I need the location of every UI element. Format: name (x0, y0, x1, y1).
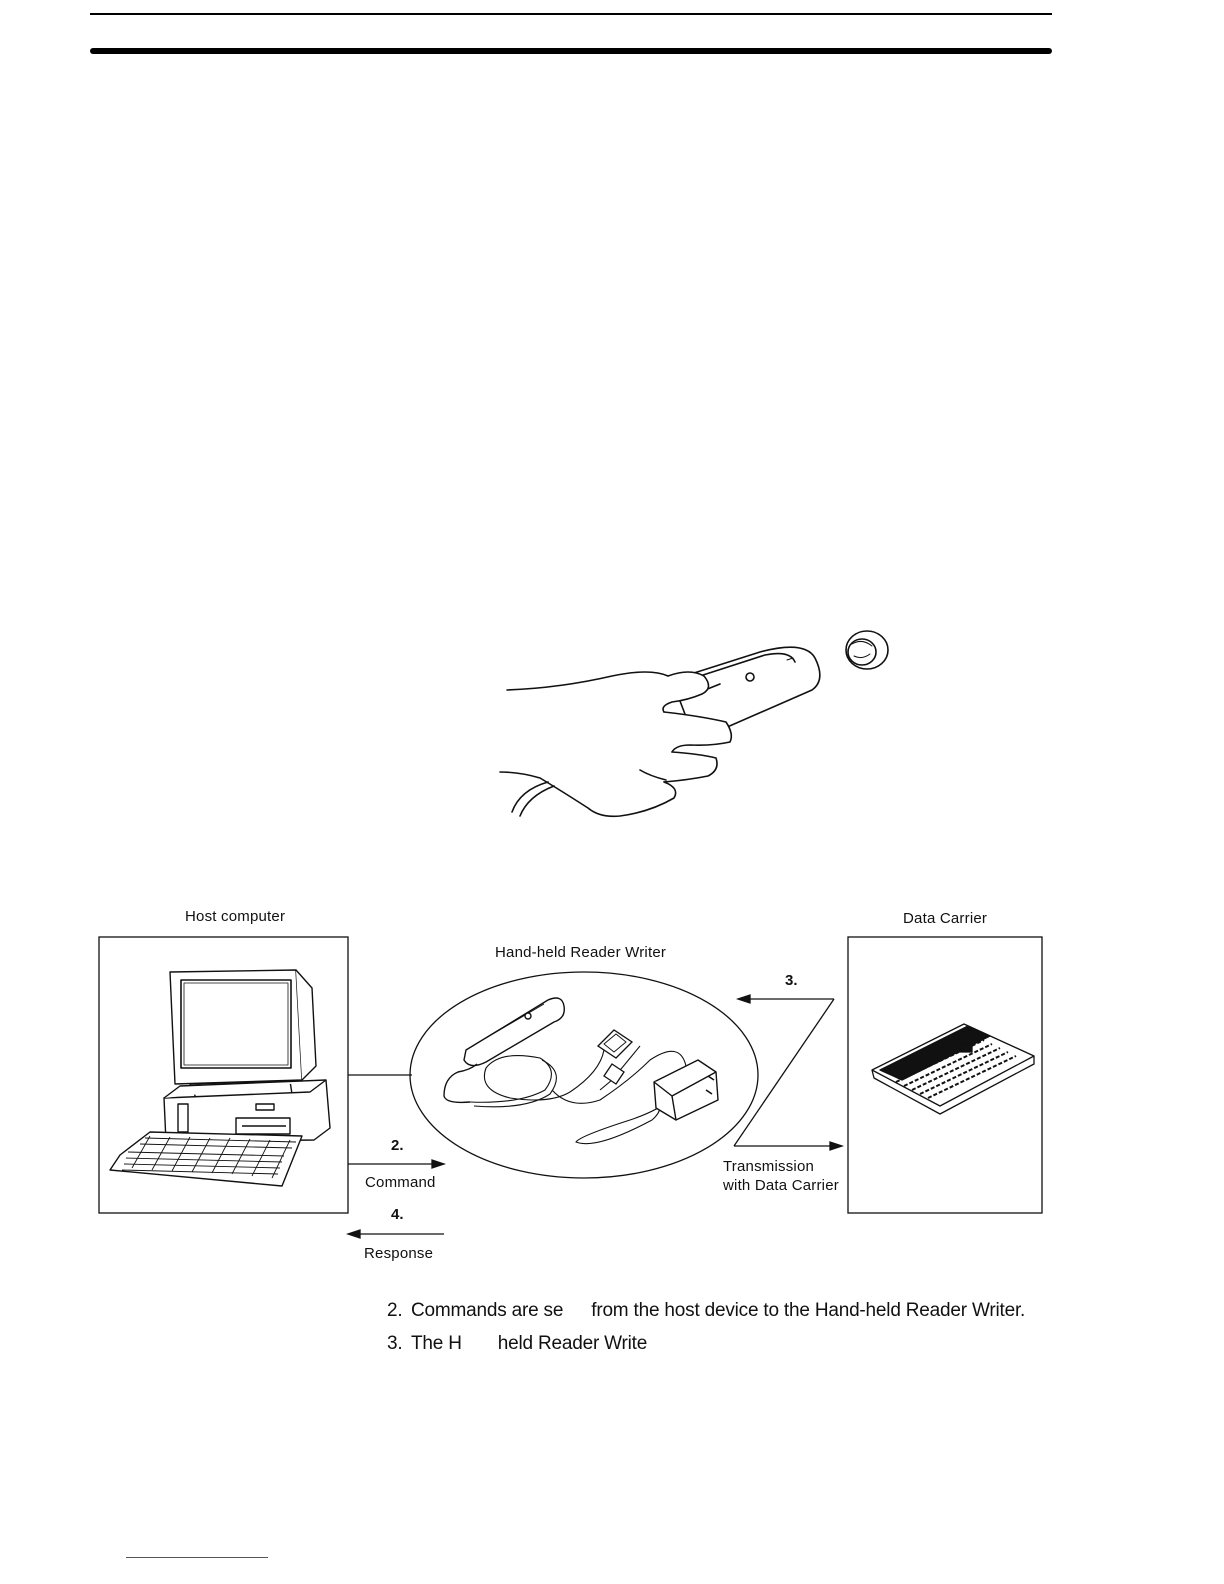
transmission-label-line1: Transmission (723, 1158, 815, 1175)
step2-number: 2. (391, 1137, 404, 1154)
hand-reader-illustration (500, 631, 888, 816)
step-item (387, 1333, 647, 1355)
power-adapter-icon (654, 1060, 718, 1120)
step4-number: 4. (391, 1206, 404, 1223)
data-carrier-card-icon (872, 1024, 1034, 1114)
step-item (387, 1300, 1025, 1322)
handheld-device-icon (444, 998, 564, 1102)
host-computer-label: Host computer (185, 908, 286, 925)
reader-writer-label: Hand-held Reader Writer (495, 944, 667, 961)
computer-icon (110, 970, 330, 1186)
step-number: 2. (387, 1300, 403, 1321)
command-label: Command (365, 1174, 436, 1191)
diagram-arrows (348, 995, 842, 1238)
step-text-a: The H (411, 1333, 462, 1354)
transmission-label-line2: with Data Carrier (723, 1177, 839, 1194)
step-text-b: held Reader Write (497, 1333, 648, 1354)
step-text-a: Commands are se (411, 1300, 564, 1321)
cable-lines (470, 1046, 686, 1144)
footer-rule (126, 1557, 268, 1558)
step-number: 3. (387, 1333, 403, 1354)
connector-icon (598, 1030, 632, 1084)
data-carrier-label: Data Carrier (903, 910, 988, 927)
step3-number: 3. (785, 972, 798, 989)
step-text-b: from the host device to the Hand-held Reader Writer. (591, 1300, 1026, 1321)
response-label: Response (364, 1245, 434, 1262)
